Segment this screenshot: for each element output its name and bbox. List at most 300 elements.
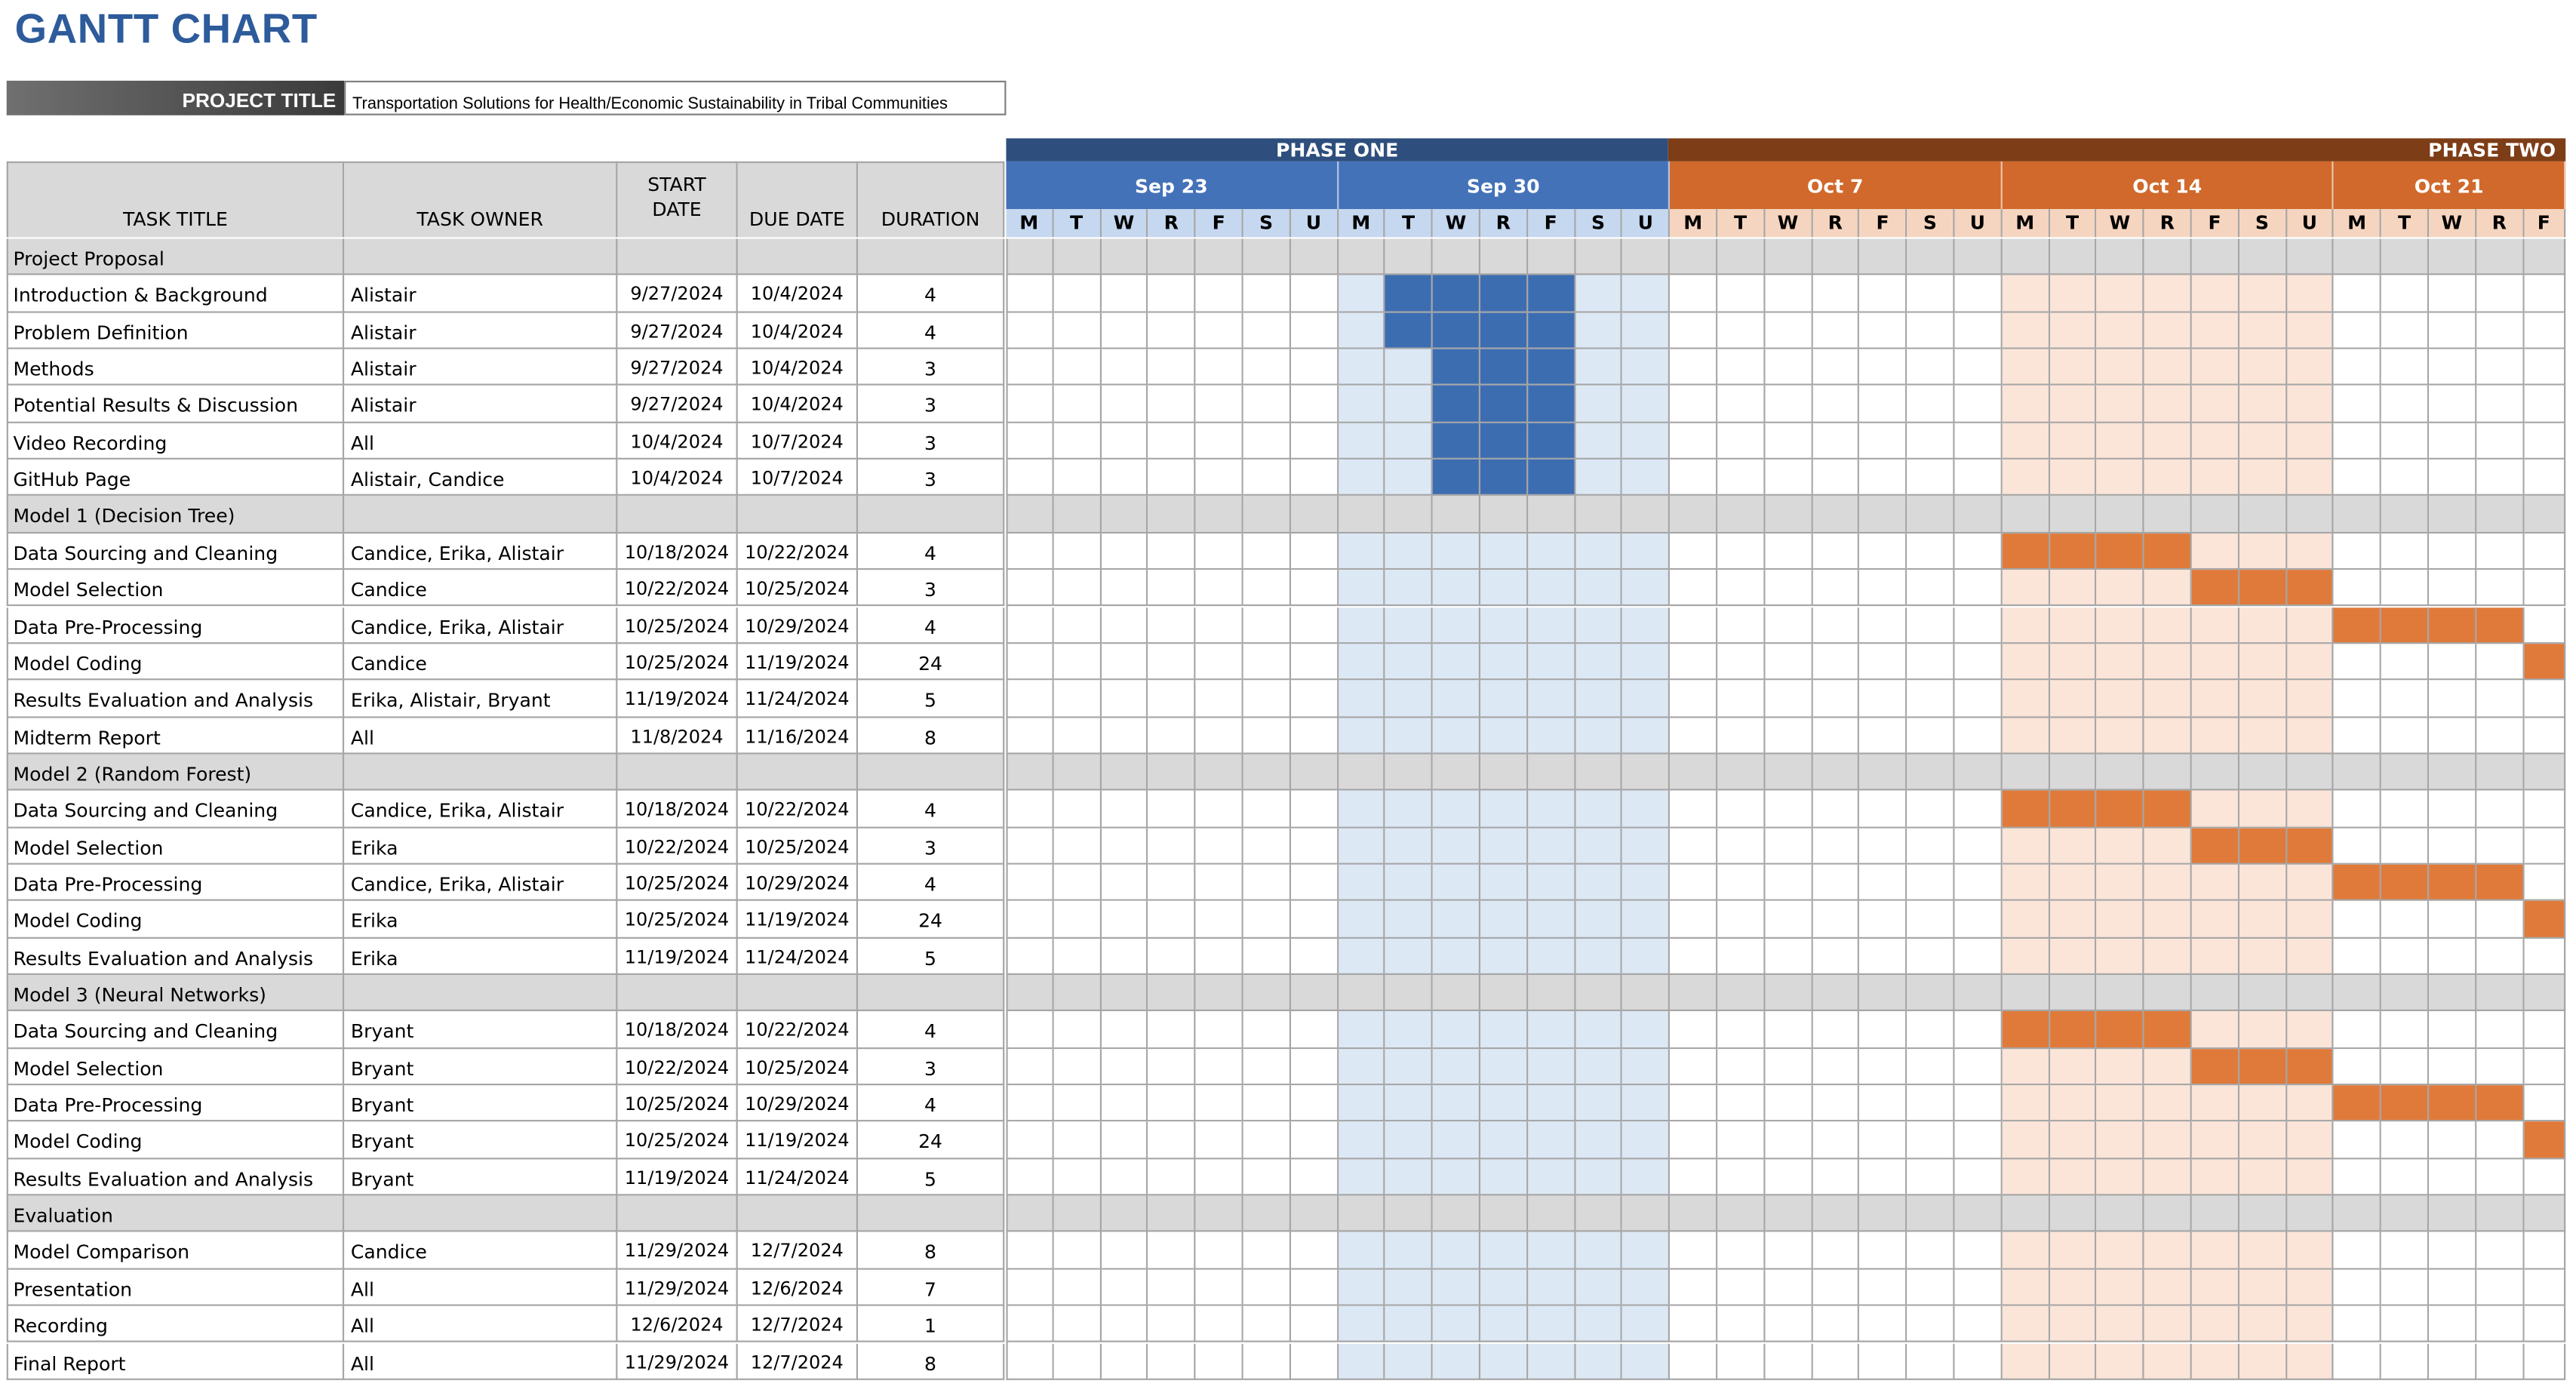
gantt-cell[interactable] (1101, 865, 1148, 902)
gantt-cell[interactable] (2097, 644, 2144, 681)
gantt-cell[interactable] (2049, 644, 2097, 681)
gantt-cell[interactable] (2524, 275, 2565, 312)
duration-cell[interactable]: 3 (858, 460, 1004, 497)
gantt-cell[interactable] (1196, 865, 1243, 902)
gantt-cell[interactable] (2381, 1122, 2429, 1159)
gantt-cell[interactable] (1765, 1085, 1812, 1122)
start-date-cell[interactable]: 10/22/2024 (617, 570, 737, 607)
gantt-cell[interactable] (1528, 1306, 1575, 1343)
gantt-cell[interactable] (1717, 275, 1765, 312)
duration-cell[interactable]: 24 (858, 1122, 1004, 1159)
gantt-cell[interactable] (1860, 1306, 1907, 1343)
table-row[interactable] (7, 1085, 1005, 1122)
gantt-cell[interactable] (1053, 1269, 1101, 1306)
gantt-cell[interactable] (2476, 718, 2524, 755)
gantt-cell[interactable] (2334, 1012, 2381, 1049)
gantt-cell[interactable] (1670, 423, 1717, 460)
duration-cell[interactable]: 5 (858, 938, 1004, 975)
task-owner-cell[interactable]: All (344, 1269, 617, 1306)
gantt-cell[interactable] (1955, 423, 2003, 460)
gantt-cell[interactable] (1480, 975, 1528, 1012)
gantt-cell[interactable] (1480, 238, 1528, 275)
gantt-cell[interactable] (1670, 534, 1717, 570)
gantt-cell[interactable] (2429, 238, 2476, 275)
gantt-cell[interactable] (1907, 975, 1955, 1012)
gantt-cell[interactable] (1385, 901, 1433, 938)
gantt-cell[interactable] (2524, 718, 2565, 755)
gantt-cell[interactable] (2002, 1343, 2049, 1380)
gantt-cell[interactable] (1433, 570, 1480, 607)
gantt-cell[interactable] (1670, 607, 1717, 644)
gantt-cell[interactable] (2239, 681, 2287, 718)
gantt-cell[interactable] (1101, 349, 1148, 386)
duration-cell[interactable]: 5 (858, 1159, 1004, 1196)
task-owner-cell[interactable]: Alistair, Candice (344, 460, 617, 497)
gantt-cell[interactable] (1765, 1196, 1812, 1233)
gantt-cell[interactable] (1528, 1159, 1575, 1196)
due-date-cell[interactable]: 12/7/2024 (738, 1306, 858, 1343)
gantt-cell[interactable] (1907, 681, 1955, 718)
gantt-cell[interactable] (1006, 975, 1053, 1012)
gantt-cell[interactable] (1385, 1122, 1433, 1159)
gantt-cell[interactable] (1433, 791, 1480, 828)
gantt-bar-cell[interactable] (1480, 460, 1528, 497)
task-title-cell[interactable]: Data Pre-Processing (7, 607, 344, 644)
gantt-cell[interactable] (2381, 718, 2429, 755)
start-date-cell[interactable]: 12/6/2024 (617, 1306, 737, 1343)
gantt-cell[interactable] (2144, 497, 2192, 534)
gantt-cell[interactable] (2097, 570, 2144, 607)
gantt-cell[interactable] (1765, 901, 1812, 938)
gantt-cell[interactable] (1148, 644, 1196, 681)
gantt-cell[interactable] (2476, 681, 2524, 718)
gantt-cell[interactable] (1907, 1343, 1955, 1380)
gantt-cell[interactable] (1291, 1012, 1339, 1049)
gantt-cell[interactable] (2192, 1269, 2239, 1306)
gantt-cell[interactable] (2286, 312, 2334, 349)
gantt-bar-cell[interactable] (2334, 1085, 2381, 1122)
gantt-cell[interactable] (1291, 460, 1339, 497)
gantt-cell[interactable] (2049, 349, 2097, 386)
gantt-cell[interactable] (2144, 570, 2192, 607)
gantt-cell[interactable] (1623, 1306, 1671, 1343)
gantt-cell[interactable] (2334, 1122, 2381, 1159)
gantt-cell[interactable] (2239, 1085, 2287, 1122)
gantt-cell[interactable] (1053, 1159, 1101, 1196)
task-owner-cell[interactable]: All (344, 423, 617, 460)
gantt-bar-cell[interactable] (1385, 312, 1433, 349)
gantt-cell[interactable] (1148, 386, 1196, 423)
task-owner-cell[interactable]: Bryant (344, 1049, 617, 1086)
gantt-cell[interactable] (2524, 460, 2565, 497)
gantt-cell[interactable] (1291, 607, 1339, 644)
start-date-cell[interactable]: 10/25/2024 (617, 1122, 737, 1159)
gantt-cell[interactable] (2192, 349, 2239, 386)
gantt-cell[interactable] (1765, 607, 1812, 644)
gantt-cell[interactable] (1385, 238, 1433, 275)
gantt-cell[interactable] (1148, 460, 1196, 497)
duration-cell[interactable] (858, 975, 1004, 1012)
gantt-cell[interactable] (1243, 1343, 1291, 1380)
duration-cell[interactable]: 5 (858, 681, 1004, 718)
gantt-cell[interactable] (2239, 275, 2287, 312)
gantt-cell[interactable] (1006, 349, 1053, 386)
gantt-cell[interactable] (2476, 1306, 2524, 1343)
gantt-cell[interactable] (2334, 386, 2381, 423)
start-date-cell[interactable]: 11/19/2024 (617, 681, 737, 718)
gantt-cell[interactable] (1860, 1269, 1907, 1306)
gantt-cell[interactable] (2381, 791, 2429, 828)
gantt-cell[interactable] (1812, 865, 1860, 902)
gantt-cell[interactable] (1575, 1049, 1623, 1086)
gantt-cell[interactable] (1243, 570, 1291, 607)
due-date-cell[interactable]: 10/22/2024 (738, 1012, 858, 1049)
gantt-cell[interactable] (1291, 644, 1339, 681)
gantt-cell[interactable] (1101, 607, 1148, 644)
gantt-cell[interactable] (2524, 570, 2565, 607)
table-row[interactable] (7, 718, 1005, 755)
gantt-cell[interactable] (1528, 938, 1575, 975)
gantt-cell[interactable] (2049, 1049, 2097, 1086)
gantt-cell[interactable] (2049, 1085, 2097, 1122)
gantt-cell[interactable] (1717, 1196, 1765, 1233)
gantt-cell[interactable] (1101, 238, 1148, 275)
gantt-cell[interactable] (1955, 1232, 2003, 1269)
gantt-cell[interactable] (1480, 1085, 1528, 1122)
table-row[interactable] (7, 1159, 1005, 1196)
gantt-cell[interactable] (2049, 275, 2097, 312)
gantt-cell[interactable] (1623, 460, 1671, 497)
gantt-cell[interactable] (1907, 1196, 1955, 1233)
gantt-cell[interactable] (1670, 349, 1717, 386)
table-row[interactable] (7, 901, 1005, 938)
gantt-cell[interactable] (1291, 238, 1339, 275)
duration-cell[interactable] (858, 1196, 1004, 1233)
gantt-cell[interactable] (2002, 718, 2049, 755)
gantt-cell[interactable] (1528, 534, 1575, 570)
duration-cell[interactable]: 7 (858, 1269, 1004, 1306)
gantt-cell[interactable] (1860, 1049, 1907, 1086)
due-date-cell[interactable]: 10/29/2024 (738, 865, 858, 902)
gantt-cell[interactable] (1480, 1232, 1528, 1269)
table-row[interactable] (7, 938, 1005, 975)
gantt-cell[interactable] (1006, 1343, 1053, 1380)
gantt-cell[interactable] (2524, 1085, 2565, 1122)
gantt-cell[interactable] (1528, 497, 1575, 534)
gantt-cell[interactable] (2524, 865, 2565, 902)
task-title-cell[interactable]: Video Recording (7, 423, 344, 460)
gantt-cell[interactable] (2286, 275, 2334, 312)
gantt-cell[interactable] (1765, 865, 1812, 902)
gantt-cell[interactable] (1623, 1269, 1671, 1306)
gantt-cell[interactable] (2429, 681, 2476, 718)
gantt-cell[interactable] (1101, 1196, 1148, 1233)
gantt-cell[interactable] (1053, 1122, 1101, 1159)
gantt-cell[interactable] (2476, 938, 2524, 975)
duration-cell[interactable]: 3 (858, 423, 1004, 460)
gantt-cell[interactable] (1860, 607, 1907, 644)
gantt-cell[interactable] (1812, 1232, 1860, 1269)
gantt-cell[interactable] (1955, 791, 2003, 828)
duration-cell[interactable]: 4 (858, 1085, 1004, 1122)
gantt-cell[interactable] (2144, 1085, 2192, 1122)
task-title-cell[interactable]: Problem Definition (7, 312, 344, 349)
gantt-cell[interactable] (2286, 681, 2334, 718)
gantt-cell[interactable] (2381, 460, 2429, 497)
gantt-cell[interactable] (1907, 865, 1955, 902)
gantt-cell[interactable] (2144, 1269, 2192, 1306)
gantt-cell[interactable] (1006, 938, 1053, 975)
gantt-cell[interactable] (1860, 1232, 1907, 1269)
gantt-cell[interactable] (1860, 681, 1907, 718)
gantt-cell[interactable] (1575, 718, 1623, 755)
start-date-cell[interactable]: 10/18/2024 (617, 534, 737, 570)
gantt-cell[interactable] (2049, 423, 2097, 460)
gantt-cell[interactable] (2192, 1159, 2239, 1196)
gantt-cell[interactable] (2144, 423, 2192, 460)
gantt-cell[interactable] (1196, 791, 1243, 828)
gantt-cell[interactable] (2002, 460, 2049, 497)
task-title-cell[interactable]: Potential Results & Discussion (7, 386, 344, 423)
gantt-bar-cell[interactable] (1528, 460, 1575, 497)
gantt-cell[interactable] (2097, 423, 2144, 460)
gantt-cell[interactable] (1765, 534, 1812, 570)
gantt-cell[interactable] (1765, 497, 1812, 534)
gantt-cell[interactable] (1243, 1306, 1291, 1343)
gantt-cell[interactable] (1148, 828, 1196, 865)
gantt-cell[interactable] (1812, 423, 1860, 460)
gantt-cell[interactable] (2476, 1232, 2524, 1269)
gantt-cell[interactable] (1338, 1049, 1385, 1086)
gantt-cell[interactable] (1575, 275, 1623, 312)
gantt-cell[interactable] (1623, 607, 1671, 644)
gantt-bar-cell[interactable] (1480, 386, 1528, 423)
gantt-cell[interactable] (1812, 349, 1860, 386)
gantt-cell[interactable] (2049, 570, 2097, 607)
gantt-cell[interactable] (1812, 681, 1860, 718)
gantt-cell[interactable] (1243, 275, 1291, 312)
duration-cell[interactable]: 4 (858, 312, 1004, 349)
gantt-cell[interactable] (1907, 349, 1955, 386)
task-owner-cell[interactable]: All (344, 1306, 617, 1343)
gantt-cell[interactable] (1243, 938, 1291, 975)
task-owner-cell[interactable]: Candice (344, 644, 617, 681)
gantt-cell[interactable] (1101, 423, 1148, 460)
gantt-cell[interactable] (1575, 386, 1623, 423)
gantt-cell[interactable] (1053, 497, 1101, 534)
gantt-cell[interactable] (1623, 534, 1671, 570)
task-title-cell[interactable]: Model Selection (7, 828, 344, 865)
gantt-cell[interactable] (2144, 1343, 2192, 1380)
table-row[interactable] (7, 1232, 1005, 1269)
gantt-cell[interactable] (2239, 644, 2287, 681)
gantt-cell[interactable] (1243, 865, 1291, 902)
gantt-cell[interactable] (1955, 1196, 2003, 1233)
gantt-cell[interactable] (2524, 497, 2565, 534)
gantt-bar-cell[interactable] (2239, 570, 2287, 607)
gantt-cell[interactable] (1101, 1085, 1148, 1122)
task-owner-cell[interactable]: Candice, Erika, Alistair (344, 865, 617, 902)
table-row[interactable] (7, 644, 1005, 681)
gantt-cell[interactable] (1433, 1049, 1480, 1086)
start-date-cell[interactable]: 10/22/2024 (617, 1049, 737, 1086)
gantt-cell[interactable] (1338, 1085, 1385, 1122)
gantt-cell[interactable] (1101, 938, 1148, 975)
duration-cell[interactable]: 4 (858, 275, 1004, 312)
gantt-bar-cell[interactable] (2286, 1049, 2334, 1086)
header-start-date[interactable] (617, 161, 737, 237)
gantt-cell[interactable] (1385, 1049, 1433, 1086)
gantt-cell[interactable] (1338, 349, 1385, 386)
gantt-cell[interactable] (2097, 349, 2144, 386)
duration-cell[interactable] (858, 754, 1004, 791)
gantt-cell[interactable] (2239, 718, 2287, 755)
gantt-cell[interactable] (1812, 644, 1860, 681)
gantt-cell[interactable] (2334, 791, 2381, 828)
gantt-cell[interactable] (1528, 607, 1575, 644)
task-title-cell[interactable]: Data Sourcing and Cleaning (7, 791, 344, 828)
gantt-cell[interactable] (1670, 681, 1717, 718)
gantt-cell[interactable] (1670, 1122, 1717, 1159)
gantt-cell[interactable] (1907, 275, 1955, 312)
gantt-cell[interactable] (1907, 1306, 1955, 1343)
gantt-cell[interactable] (1575, 423, 1623, 460)
table-row[interactable] (7, 607, 1005, 644)
due-date-cell[interactable]: 10/4/2024 (738, 349, 858, 386)
gantt-cell[interactable] (2097, 1049, 2144, 1086)
gantt-cell[interactable] (1955, 938, 2003, 975)
gantt-cell[interactable] (2286, 644, 2334, 681)
gantt-cell[interactable] (1480, 901, 1528, 938)
gantt-cell[interactable] (1243, 1232, 1291, 1269)
gantt-cell[interactable] (2524, 1269, 2565, 1306)
gantt-cell[interactable] (1955, 607, 2003, 644)
gantt-bar-cell[interactable] (2524, 644, 2565, 681)
gantt-cell[interactable] (1860, 828, 1907, 865)
gantt-cell[interactable] (1196, 238, 1243, 275)
gantt-cell[interactable] (1623, 938, 1671, 975)
gantt-cell[interactable] (1670, 718, 1717, 755)
gantt-cell[interactable] (1860, 460, 1907, 497)
gantt-cell[interactable] (1006, 754, 1053, 791)
gantt-cell[interactable] (2097, 312, 2144, 349)
gantt-cell[interactable] (2002, 497, 2049, 534)
start-date-cell[interactable]: 10/25/2024 (617, 901, 737, 938)
gantt-cell[interactable] (1717, 901, 1765, 938)
gantt-cell[interactable] (1243, 386, 1291, 423)
gantt-cell[interactable] (2097, 386, 2144, 423)
gantt-cell[interactable] (1148, 349, 1196, 386)
gantt-cell[interactable] (1243, 828, 1291, 865)
gantt-cell[interactable] (1243, 718, 1291, 755)
gantt-cell[interactable] (2097, 1306, 2144, 1343)
gantt-cell[interactable] (1528, 644, 1575, 681)
gantt-cell[interactable] (1338, 1159, 1385, 1196)
gantt-cell[interactable] (1907, 1122, 1955, 1159)
gantt-cell[interactable] (1053, 349, 1101, 386)
gantt-cell[interactable] (1812, 1012, 1860, 1049)
gantt-cell[interactable] (1670, 238, 1717, 275)
gantt-cell[interactable] (1006, 460, 1053, 497)
start-date-cell[interactable] (617, 497, 737, 534)
gantt-cell[interactable] (1196, 1343, 1243, 1380)
gantt-cell[interactable] (2097, 754, 2144, 791)
gantt-cell[interactable] (1196, 386, 1243, 423)
gantt-cell[interactable] (2097, 238, 2144, 275)
task-title-cell[interactable]: Model Selection (7, 1049, 344, 1086)
gantt-cell[interactable] (1196, 938, 1243, 975)
gantt-cell[interactable] (1623, 1085, 1671, 1122)
table-row[interactable] (7, 681, 1005, 718)
gantt-cell[interactable] (2524, 423, 2565, 460)
gantt-cell[interactable] (1291, 386, 1339, 423)
gantt-cell[interactable] (1053, 534, 1101, 570)
gantt-bar-cell[interactable] (2476, 607, 2524, 644)
task-owner-cell[interactable]: All (344, 718, 617, 755)
gantt-cell[interactable] (2476, 754, 2524, 791)
gantt-cell[interactable] (1243, 975, 1291, 1012)
gantt-cell[interactable] (1196, 312, 1243, 349)
gantt-cell[interactable] (2429, 718, 2476, 755)
gantt-cell[interactable] (1338, 570, 1385, 607)
gantt-cell[interactable] (1006, 1085, 1053, 1122)
gantt-cell[interactable] (2381, 938, 2429, 975)
gantt-cell[interactable] (2002, 754, 2049, 791)
task-owner-cell[interactable]: Erika (344, 938, 617, 975)
gantt-cell[interactable] (2381, 1306, 2429, 1343)
gantt-cell[interactable] (1196, 681, 1243, 718)
gantt-cell[interactable] (2002, 1196, 2049, 1233)
gantt-cell[interactable] (1717, 1306, 1765, 1343)
gantt-cell[interactable] (2049, 1159, 2097, 1196)
gantt-cell[interactable] (1812, 275, 1860, 312)
gantt-cell[interactable] (2476, 828, 2524, 865)
table-row[interactable] (7, 386, 1005, 423)
gantt-cell[interactable] (1101, 386, 1148, 423)
gantt-cell[interactable] (1433, 901, 1480, 938)
gantt-cell[interactable] (1575, 1196, 1623, 1233)
gantt-cell[interactable] (2334, 534, 2381, 570)
gantt-cell[interactable] (1907, 828, 1955, 865)
gantt-cell[interactable] (1955, 828, 2003, 865)
gantt-cell[interactable] (1006, 312, 1053, 349)
task-owner-cell[interactable]: Candice (344, 1232, 617, 1269)
gantt-cell[interactable] (1717, 386, 1765, 423)
gantt-cell[interactable] (2192, 681, 2239, 718)
task-owner-cell[interactable]: Alistair (344, 386, 617, 423)
gantt-cell[interactable] (1717, 754, 1765, 791)
start-date-cell[interactable]: 10/4/2024 (617, 460, 737, 497)
gantt-cell[interactable] (2192, 754, 2239, 791)
gantt-cell[interactable] (1385, 570, 1433, 607)
header-task-title[interactable] (7, 161, 344, 237)
gantt-cell[interactable] (2334, 238, 2381, 275)
header-duration[interactable] (858, 161, 1004, 237)
gantt-cell[interactable] (1338, 644, 1385, 681)
gantt-bar-cell[interactable] (2286, 570, 2334, 607)
gantt-cell[interactable] (1196, 754, 1243, 791)
gantt-cell[interactable] (2097, 1269, 2144, 1306)
duration-cell[interactable]: 3 (858, 1049, 1004, 1086)
gantt-cell[interactable] (2429, 1232, 2476, 1269)
task-owner-cell[interactable] (344, 497, 617, 534)
gantt-cell[interactable] (1907, 754, 1955, 791)
gantt-cell[interactable] (2097, 1196, 2144, 1233)
project-title-field[interactable]: Transportation Solutions for Health/Economic Sustainability in Tribal Communities (344, 81, 1006, 115)
gantt-cell[interactable] (1528, 754, 1575, 791)
gantt-cell[interactable] (1385, 497, 1433, 534)
gantt-cell[interactable] (2097, 1159, 2144, 1196)
